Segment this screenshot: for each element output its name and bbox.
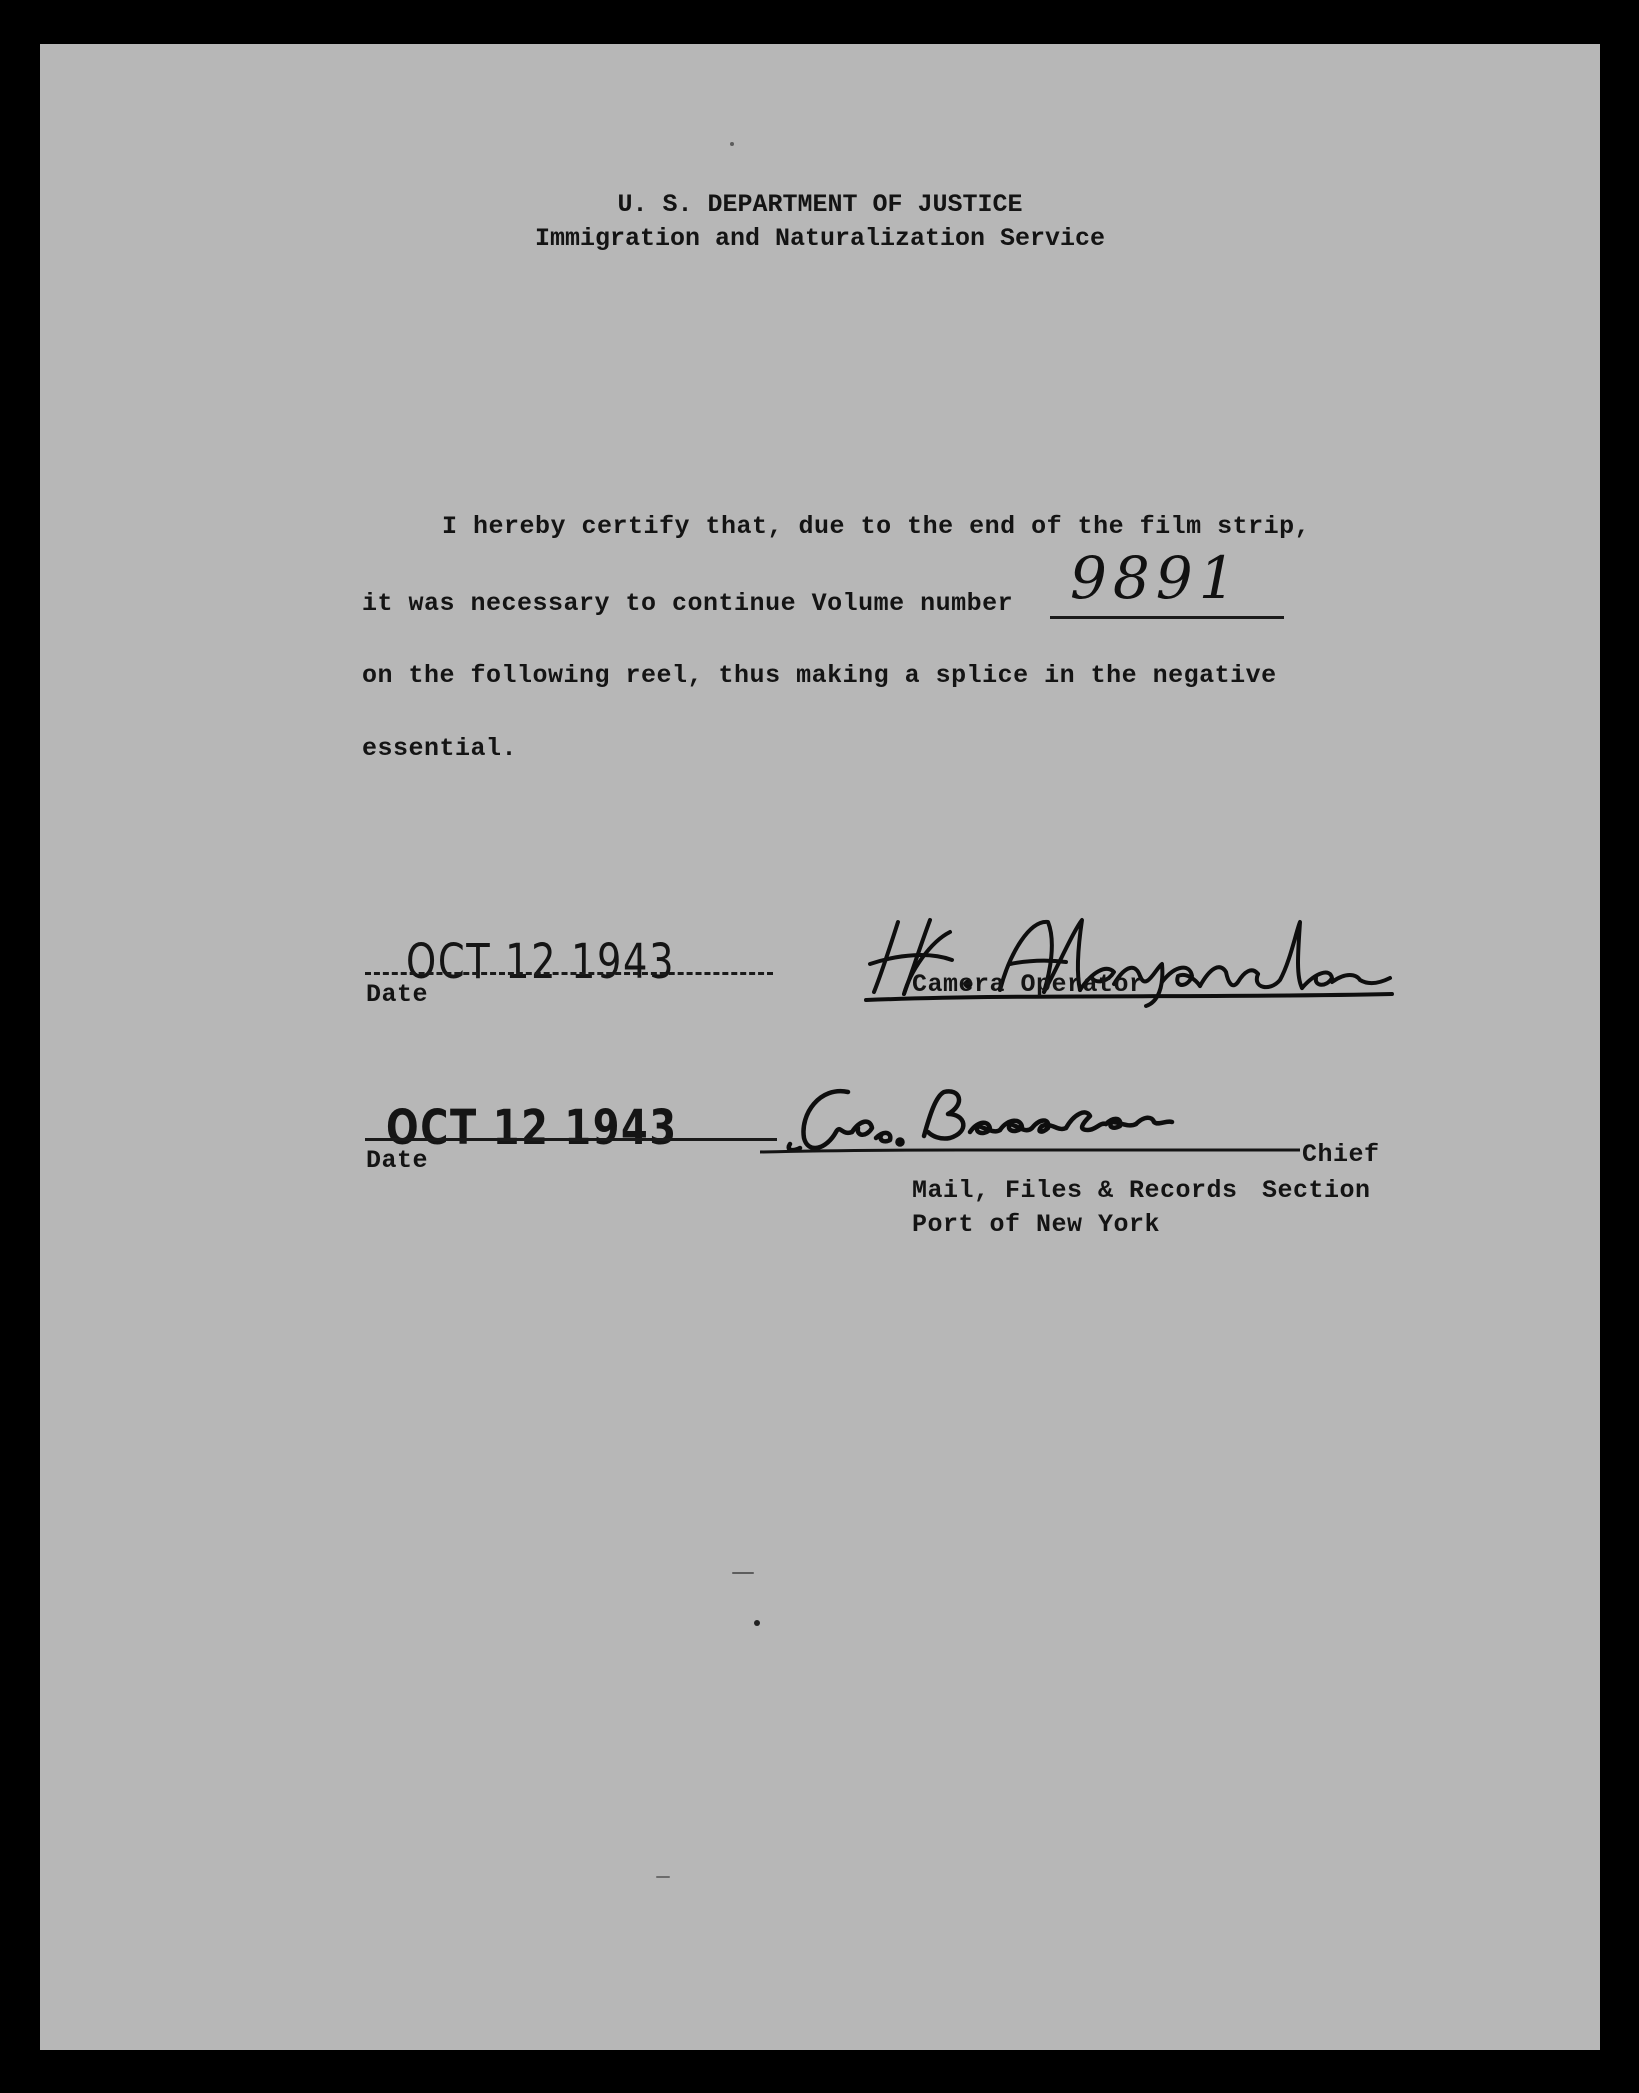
scan-speck (730, 142, 734, 146)
scan-speck (754, 1620, 760, 1626)
date-label-camera: Date (366, 980, 429, 1009)
date-line-chief (365, 1132, 777, 1141)
date-label-chief: Date (366, 1146, 429, 1175)
date-stamp-chief: OCT 12 1943 (386, 1100, 678, 1156)
camera-operator-label: Camera Operator (912, 970, 1145, 999)
chief-title-word: Chief (1302, 1140, 1380, 1169)
body-line-3: on the following reel, thus making a splice in the negative (362, 661, 1277, 690)
chief-title-line-3: Port of New York (912, 1210, 1161, 1239)
volume-number-handwritten: 9891 (1070, 544, 1242, 612)
chief-title-line-2: Mail, Files & Records (912, 1176, 1238, 1205)
date-line-camera (365, 966, 773, 975)
header-service: Immigration and Naturalization Service (534, 224, 1106, 253)
date-stamp-camera: OCT 12 1943 (406, 934, 676, 990)
body-line-1: I hereby certify that, due to the end of the film strip, (442, 512, 1311, 541)
chief-signature (760, 1074, 1300, 1164)
document-page (40, 44, 1600, 2050)
body-line-4: essential. (362, 734, 518, 763)
scan-mark (732, 1572, 754, 1574)
body-line-2: it was necessary to continue Volume number (362, 589, 1014, 618)
header-agency: U. S. DEPARTMENT OF JUSTICE (617, 190, 1023, 219)
scan-mark (656, 1876, 670, 1878)
chief-section-word: Section (1262, 1176, 1371, 1205)
